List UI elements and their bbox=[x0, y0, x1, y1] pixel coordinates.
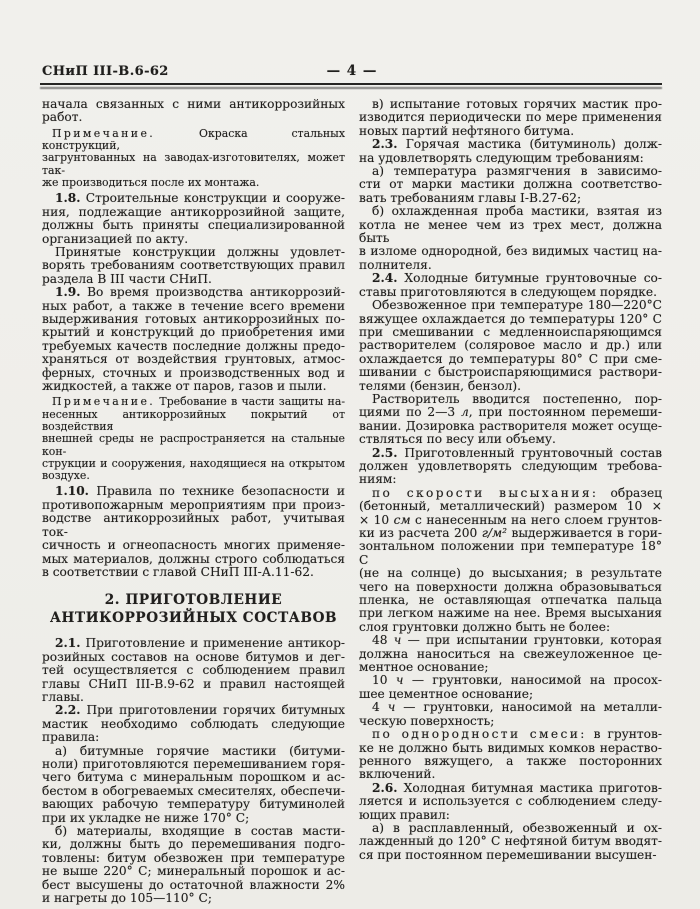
paragraph bbox=[359, 487, 662, 634]
text-line: начала связанных с ними антикоррозийных bbox=[42, 97, 345, 111]
text-line: 2.5. Приготовленный грунтовочный состав bbox=[372, 445, 662, 460]
text-line: жидкостей, а также от паров, газов и пыли. bbox=[42, 378, 327, 393]
text-line: ренного вяжущего, а также посторонних bbox=[359, 753, 662, 768]
text-line: по скорости высыхания: образец bbox=[372, 485, 662, 500]
text-line: пленка, не оставляющая отпечатка пальца bbox=[359, 593, 662, 608]
text-line: вать требованиям главы I-В.27-62; bbox=[359, 190, 582, 205]
text-line: 48 ч — при испытании грунтовки, которая bbox=[372, 633, 662, 648]
text-line: АНТИКОРРОЗИЙНЫХ СОСТАВОВ bbox=[49, 609, 338, 626]
paragraph bbox=[359, 728, 662, 782]
text-line: × 10 см с нанесенным на него слоем грунтов- bbox=[359, 512, 662, 527]
text-line: б) материалы, входящие в состав масти- bbox=[55, 824, 345, 838]
text-columns bbox=[42, 98, 662, 905]
text-line: 1.8. Строительные конструкции и сооруже- bbox=[55, 191, 345, 206]
text-line: при легком нажиме на нее. Время высыхания bbox=[359, 606, 662, 621]
text-line: циями по 2—3 л, при постоянном перемеши- bbox=[359, 405, 663, 420]
header-rule-line-bottom bbox=[40, 87, 662, 89]
paragraph bbox=[359, 138, 662, 165]
paragraph bbox=[359, 393, 662, 447]
text-line: храняться от воздействия грунтовых, атмос- bbox=[42, 352, 345, 367]
text-line: Обезвоженное при температуре 180—220°С bbox=[372, 298, 662, 313]
text-line: 2.1. Приготовление и применение антикор- bbox=[55, 636, 345, 651]
paragraph bbox=[359, 782, 662, 822]
text-line: зонтальном положении при температуре 18° С bbox=[359, 539, 662, 567]
text-line: телями (бензин, бензол). bbox=[359, 378, 521, 393]
paragraph bbox=[359, 447, 662, 487]
text-line: правила: bbox=[42, 730, 100, 745]
text-line: растворителем (соляровое масло и др.) или bbox=[359, 338, 662, 353]
text-line: бестом в обогреваемых смесителях, обеспечи- bbox=[42, 783, 345, 798]
left-column bbox=[42, 98, 345, 905]
text-line: розийных составов на основе битумов и дег- bbox=[42, 649, 345, 664]
paragraph bbox=[359, 165, 662, 205]
text-line: струкции и сооружения, находящиеся на открытом bbox=[42, 456, 345, 470]
text-line: водстве антикоррозийных работ, учитывая ток- bbox=[42, 511, 345, 539]
text-line: 1.10. Правила по технике безопасности и bbox=[55, 484, 345, 499]
text-line: не выше 220° С; минеральный порошок и ас- bbox=[42, 864, 345, 879]
text-line: 2.6. Холодная битумная мастика приготов- bbox=[372, 780, 662, 795]
text-line: мастик необходимо соблюдать следующие bbox=[42, 716, 345, 731]
text-line: вании. Дозировка растворителя может осуще- bbox=[359, 418, 662, 433]
text-line: 2.2. При приготовлении горячих битумных bbox=[55, 703, 345, 718]
text-line: по однородности смеси: в грунтов- bbox=[372, 727, 662, 742]
paragraph bbox=[359, 674, 662, 701]
text-line: 2.3. Горячая мастика (битуминоль) долж- bbox=[372, 137, 662, 152]
text-line: должен удовлетворять следующим требова- bbox=[359, 458, 662, 473]
text-line: Примечание. Требование в части защиты на- bbox=[52, 395, 345, 409]
paragraph bbox=[359, 634, 662, 674]
text-line: несенных антикоррозийных покрытий от воздействия bbox=[42, 407, 345, 433]
text-line: изводится периодически по мере применения bbox=[359, 110, 662, 125]
footnote bbox=[42, 396, 345, 482]
text-line: главы СНиП III-В.9-62 и правил настоящей bbox=[42, 676, 345, 691]
text-line: Растворитель вводится постепенно, пор- bbox=[372, 391, 662, 406]
text-line: ющих правил: bbox=[359, 807, 450, 822]
text-line: ставы приготовляются в следующем порядке. bbox=[359, 284, 658, 299]
text-line: раздела В III части СНиП. bbox=[42, 271, 212, 286]
footnote bbox=[42, 128, 345, 189]
text-line: загрунтованных на заводах-изготовителях, может так- bbox=[42, 151, 345, 177]
text-line: 2. ПРИГОТОВЛЕНИЕ bbox=[104, 592, 283, 609]
header-rule bbox=[40, 83, 662, 90]
paragraph bbox=[359, 299, 662, 393]
text-line: шее цементное основание; bbox=[359, 686, 534, 701]
text-line: требуемых качеств последние должны предо- bbox=[42, 338, 345, 353]
text-line: ляется и используется с соблюдением следу- bbox=[359, 794, 662, 809]
doc-code: СНиП III-В.6-62 bbox=[42, 64, 169, 79]
text-line: ки, должны быть до перемешивания подго- bbox=[42, 837, 345, 852]
text-line: крытий и конструкций до приобретения ими bbox=[42, 325, 345, 340]
text-line: внешней среды не распространяется на стальные кон- bbox=[42, 432, 345, 458]
text-line: ческую поверхность; bbox=[359, 713, 495, 728]
text-line: ворять требованиям соответствующих правил bbox=[42, 258, 345, 273]
paragraph bbox=[42, 192, 345, 246]
text-line: бест высушены до остаточной влажности 2% bbox=[42, 877, 345, 892]
text-line: в) испытание готовых горячих мастик про- bbox=[372, 97, 662, 111]
text-line: 1.9. Во время производства антикоррозий- bbox=[55, 285, 345, 300]
text-line: ния, подлежащие антикоррозийной защите, bbox=[42, 204, 345, 219]
header-rule-line-top bbox=[40, 83, 662, 85]
text-line: Примечание. Окраска стальных конструкций, bbox=[42, 126, 345, 153]
page-header bbox=[42, 63, 662, 83]
paragraph bbox=[359, 272, 662, 299]
text-line: вяжущее охлаждается до температуры 120° С bbox=[359, 311, 662, 326]
text-line: товлены: битум обезвожен при температуре bbox=[42, 850, 345, 865]
text-line: должна наноситься на свежеуложенное це- bbox=[359, 646, 662, 661]
paragraph bbox=[42, 98, 345, 125]
text-line: ферных, сточных и производственных вод и bbox=[42, 365, 345, 380]
text-line: противопожарным мероприятиям при произ- bbox=[42, 497, 345, 512]
paragraph bbox=[42, 485, 345, 579]
text-line: (не на солнце) до высыхания; в результате bbox=[359, 566, 662, 581]
text-line: главы. bbox=[42, 689, 84, 704]
right-column bbox=[359, 98, 662, 862]
paragraph bbox=[359, 701, 662, 728]
paragraph bbox=[42, 704, 345, 744]
text-line: (бетонный, металлический) размером 10 × bbox=[359, 499, 662, 514]
text-line: ся при постоянном перемешивании высушен- bbox=[359, 847, 657, 862]
text-line: ниям: bbox=[359, 472, 397, 487]
text-line: мых материалов, должны строго соблюдаться bbox=[42, 551, 345, 566]
paragraph bbox=[359, 822, 662, 862]
text-line: должны быть приняты специализированной bbox=[42, 218, 345, 233]
paragraph bbox=[42, 246, 345, 286]
text-line: на удовлетворять следующим требованиям: bbox=[359, 150, 644, 165]
text-line: сичность и огнеопасность многих применяе- bbox=[42, 538, 345, 553]
text-line: работ. bbox=[42, 110, 83, 125]
paragraph bbox=[42, 825, 345, 905]
text-line: а) битумные горячие мастики (битуми- bbox=[55, 743, 345, 758]
text-line: ствляться по весу или объему. bbox=[359, 432, 556, 447]
paragraph bbox=[42, 286, 345, 393]
text-line: сти от марки мастики должна соответство- bbox=[359, 177, 662, 192]
text-line: а) температура размягчения в зависимо- bbox=[372, 164, 662, 179]
paragraph bbox=[42, 637, 345, 704]
text-line: воздухе. bbox=[42, 469, 90, 483]
text-line: в изломе однородной, без видимых частиц на- bbox=[359, 244, 662, 259]
text-line: полнителя. bbox=[359, 257, 432, 272]
text-line: 4 ч — грунтовки, наносимой на металли- bbox=[372, 700, 662, 715]
paragraph bbox=[359, 98, 662, 138]
text-line: охлаждается до температуры 80° С при сме- bbox=[359, 351, 662, 366]
text-line: Принятые конструкции должны удовлет- bbox=[55, 244, 345, 259]
text-line: тей осуществляется с соблюдением правил bbox=[42, 663, 345, 678]
paragraph bbox=[42, 745, 345, 825]
paragraph bbox=[359, 205, 662, 272]
text-line: котла не менее чем из трех мест, должна быть bbox=[359, 217, 662, 246]
text-line: ментное основание; bbox=[359, 660, 489, 675]
text-line: включений. bbox=[359, 767, 436, 782]
text-line: в соответствии с главой СНиП III-А.11-62. bbox=[42, 564, 314, 579]
text-line: же производиться после их монтажа. bbox=[42, 176, 260, 189]
text-line: лажденный до 120° С нефтяной битум вводят- bbox=[359, 834, 662, 849]
text-line: ных работ, а также в течение всего времени bbox=[42, 298, 345, 313]
text-line: новых партий нефтяного битума. bbox=[359, 123, 575, 138]
section-heading bbox=[42, 592, 345, 627]
text-line: ке не должно быть видимых комков нераство- bbox=[359, 740, 662, 755]
text-line: чего на поверхности должна образовываться bbox=[359, 579, 662, 594]
text-line: выдерживания готовых антикоррозийных по- bbox=[42, 311, 345, 326]
text-line: шивании с быстроиспаряющимися раствори- bbox=[359, 365, 662, 380]
text-line: чего битума с минеральным порошком и ас- bbox=[42, 770, 345, 785]
text-line: и нагреты до 105—110° С; bbox=[42, 891, 212, 906]
page-number: — 4 — bbox=[326, 63, 378, 79]
text-line: при смешивании с медленноиспаряющимся bbox=[359, 324, 662, 339]
text-line: а) в расплавленный, обезвоженный и ох- bbox=[372, 820, 662, 835]
text-line: 10 ч — грунтовки, наносимой на просох- bbox=[372, 673, 663, 688]
text-line: при их укладке не ниже 170° С; bbox=[42, 810, 250, 825]
text-line: ки из расчета 200 г/м² выдерживается в гори- bbox=[359, 526, 662, 540]
text-line: слоя грунтовки должно быть не более: bbox=[359, 619, 611, 634]
text-line: 2.4. Холодные битумные грунтовочные со- bbox=[372, 271, 662, 286]
text-line: б) охлажденная проба мастики, взятая из bbox=[372, 204, 662, 219]
text-line: организацией по акту. bbox=[42, 231, 189, 246]
text-line: вающих рабочую температуру битуминолей bbox=[42, 797, 345, 812]
text-line: ноли) приготовляются перемешиванием горя- bbox=[42, 756, 345, 771]
